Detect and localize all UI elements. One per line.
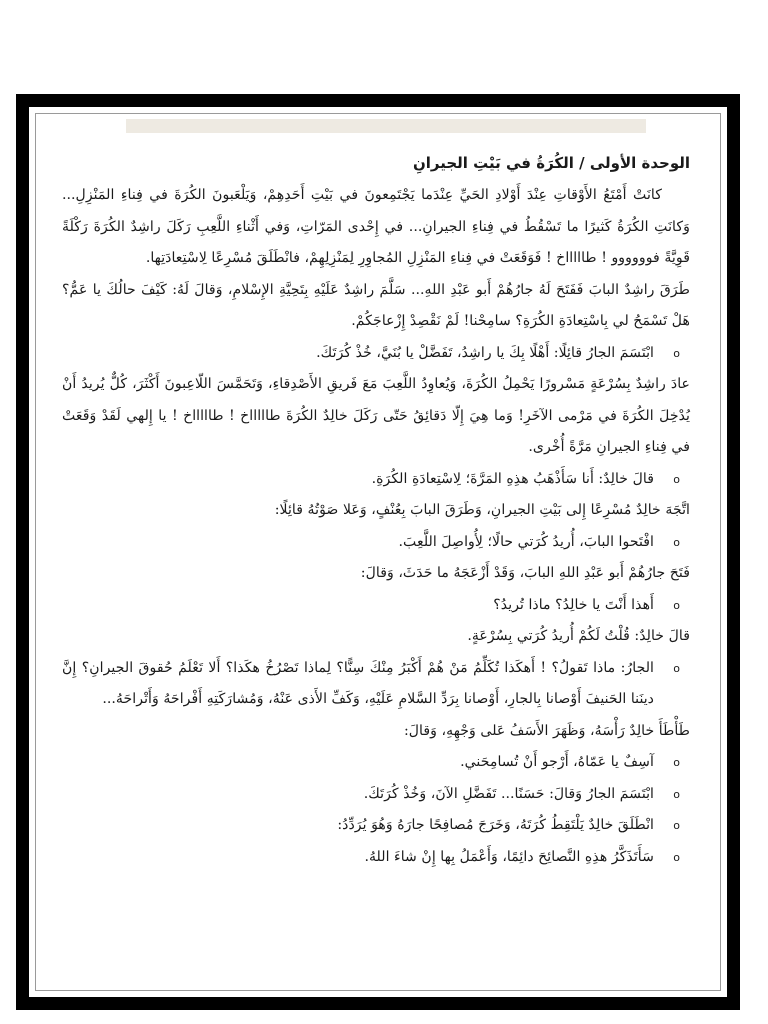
dialogue-line: [62, 464, 690, 496]
dialogue-line: [62, 842, 690, 874]
dialogue-text: الجارُ: ماذا تَقولُ؟ ! أَهكَذا تُكَلِّمُ مَنْ هُمْ أَكْبَرُ مِنْكَ سِنًّا؟ لِماذا تَصْرُخُ هكَذا؟ أَلا تَعْلَمُ حُقوقَ الجيرانِ؟ إِنَّ دينَنا الحَنيفَ أَوْصانا بِالجارِ، أَوْصانا بِرَدِّ السَّلامِ عَلَيْهِ، وَكَفِّ الأَذى عَنْهُ، وَمُشارَكَتِهِ أَفْراحَهُ وَأَتْراحَهُ...: [62, 659, 654, 707]
page-frame: [16, 94, 740, 1010]
bullet-icon: o: [673, 598, 680, 612]
dialogue-text: سَأَتَذَكَّرُ هذِهِ النَّصائِحَ دائِمًا، وَأَعْمَلُ بِها إِنْ شاءَ اللهُ.: [364, 848, 654, 865]
bullet-icon: o: [673, 346, 680, 360]
paragraph-neighbor-opens: فَتَحَ جارُهُمْ أَبو عَبْدِ اللهِ البابَ، وَقَدْ أَزْعَجَهُ ما حَدَثَ، وَقالَ:: [360, 565, 690, 581]
bullet-icon: o: [673, 850, 680, 864]
paragraph-knock: طَرَقَ راشِدٌ البابَ فَفَتَحَ لَهُ جارُهُمْ أَبو عَبْدِ اللهِ... سَلَّمَ راشِدٌ عَلَيْهِ بِتَحِيَّةِ الإِسْلامِ، وَقالَ لَهُ: كَيْفَ حالُكَ يا عَمُّ؟ هَلْ تَسْمَحُ لي بِاسْتِعادَةِ الكُرَةِ؟ سامِحْنا! لَمْ نَقْصِدْ إِزْعاجَكُمْ.: [62, 281, 690, 329]
paragraph-khalid-says: قالَ خالِدٌ: قُلْتُ لَكُمْ أُريدُ كُرَتي بِسُرْعَةٍ.: [467, 628, 690, 644]
paragraph-khalid-goes: اتَّجَهَ خالِدٌ مُسْرِعًا إِلى بَيْتِ الجيرانِ، وَطَرَقَ البابَ بِعُنْفٍ، وَعَلا صَوْتُهُ قائِلًا:: [274, 502, 690, 518]
dialogue-line: [62, 653, 690, 716]
dialogue-line: [62, 810, 690, 842]
dialogue-line: [62, 779, 690, 811]
header-band: [126, 119, 646, 133]
text-content: [62, 150, 690, 982]
dialogue-text: أَهذا أَنْتَ يا خالِدُ؟ ماذا تُريدُ؟: [493, 596, 654, 613]
bullet-icon: o: [673, 756, 680, 769]
bullet-icon: o: [673, 819, 680, 832]
bullet-icon: o: [673, 472, 680, 486]
paragraph-khalid-sorry: طَأْطَأَ خالِدٌ رَأْسَهُ، وَظَهَرَ الأَسَفُ عَلى وَجْهِهِ، وَقالَ:: [403, 722, 690, 739]
paragraph-opening: كانَتْ أَمْتَعُ الأَوْقاتِ عِنْدَ أَوْلادِ الحَيِّ عِنْدَما يَجْتَمِعونَ في بَيْتِ أَحَدِهِمْ، وَيَلْعَبونَ الكُرَةَ في فِناءِ المَنْزِلِ... وَكانَتِ الكُرَةُ كَثيرًا ما تَسْقُطُ في فِناءِ الجيرانِ... في إِحْدى المَرّاتِ، وَفي أَثْناءِ اللَّعِبِ رَكَلَ راشِدٌ الكُرَةَ رَكْلَةً قَوِيَّةً فوووووو ! طاااااخ ! فَوَقَعَتْ في فِناءِ المَنْزِلِ المُجاوِرِ لِمَنْزِلِهِمْ، فانْطَلَقَ مُسْرِعًا لِاسْتِعادَتِها.: [62, 187, 690, 266]
dialogue-line: [62, 747, 690, 779]
paragraph-return: عادَ راشِدٌ بِسُرْعَةٍ مَسْرورًا يَحْمِلُ الكُرَةَ، وَيُعاوِدُ اللَّعِبَ مَعَ فَريقِ الأَصْدِقاءِ، وَتَحَمَّسَ اللّاعِبونَ أَكْثَرَ، كُلٌّ يُريدُ أَنْ يُدْخِلَ الكُرَةَ في مَرْمى الآخَرِ! وَما هِيَ إِلّا دَقائِقُ حَتّى رَكَلَ خالِدٌ الكُرَةَ طاااااخ ! طاااااخ ! يا إِلهي لَقَدْ وَقَعَتْ في فِناءِ الجيرانِ مَرَّةً أُخْرى.: [62, 376, 690, 455]
page-inner-border: [35, 113, 721, 991]
bullet-icon: o: [673, 535, 680, 549]
dialogue-text: انْطَلَقَ خالِدٌ يَلْتَقِطُ كُرَتَهُ، وَخَرَجَ مُصافِحًا جارَهُ وَهُوَ يُرَدِّدُ:: [337, 817, 654, 833]
dialogue-line: [62, 527, 690, 559]
dialogue-text: آسِفٌ يا عَمّاهُ، أَرْجو أَنْ تُسامِحَني.: [460, 754, 654, 770]
bullet-icon: o: [673, 787, 680, 801]
dialogue-line: [62, 338, 690, 370]
bullet-icon: o: [673, 661, 680, 675]
dialogue-text: ابْتَسَمَ الجارُ قائِلًا: أَهْلًا بِكَ يا راشِدُ، تَفَضَّلْ يا بُنَيَّ، خُذْ كُرَتَكَ.: [316, 344, 654, 361]
dialogue-text: قالَ خالِدٌ: أَنا سَأَذْهَبُ هذِهِ المَرَّةَ؛ لِاسْتِعادَةِ الكُرَةِ.: [371, 470, 654, 487]
unit-title: الوحدة الأولى / الكُرَةُ في بَيْتِ الجيرانِ: [412, 154, 690, 172]
dialogue-text: افْتَحوا البابَ، أُريدُ كُرَتي حالًا؛ لِأُواصِلَ اللَّعِبَ.: [398, 533, 654, 550]
dialogue-line: [62, 590, 690, 622]
dialogue-text: ابْتَسَمَ الجارُ وَقالَ: حَسَنًا... تَفَضَّلِ الآنَ، وَخُذْ كُرَتَكَ.: [363, 785, 654, 802]
